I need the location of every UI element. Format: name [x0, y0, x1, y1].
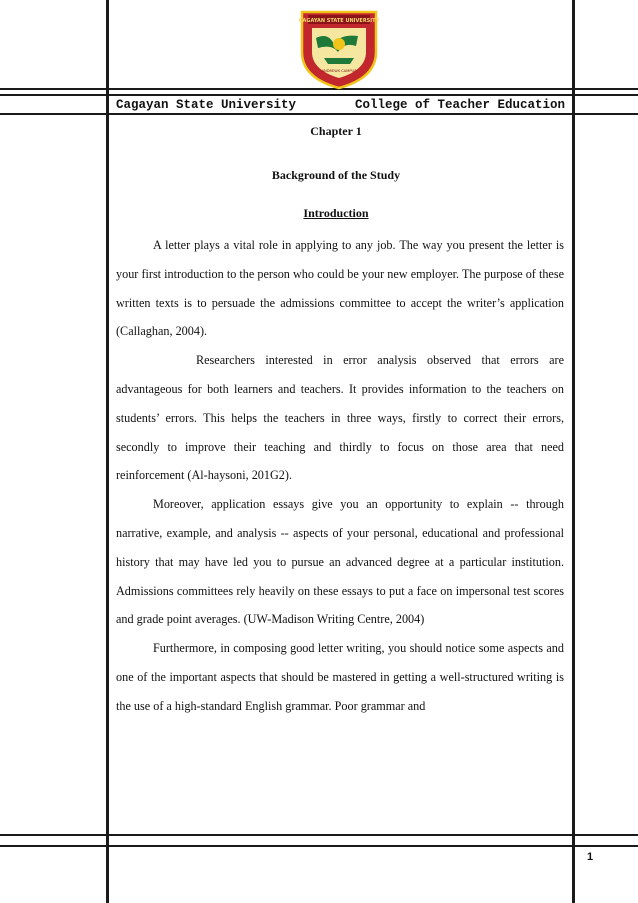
university-seal-logo: [298, 6, 380, 90]
header-rule-bottom: [0, 113, 638, 115]
chapter-number: Chapter 1: [310, 124, 362, 138]
paragraph: Researchers interested in error analysis observed that errors are advantageous for both learners and teachers. It provides information to the teachers on students’ errors. This helps the teachers in three ways, firstly to correct their errors, secondly to improve their teaching and thirdly to focus on those area that need reinforcement (Al-haysoni, 201G2).: [116, 353, 564, 483]
footer-rule-bottom: [0, 845, 638, 847]
paragraph: Moreover, application essays give you an opportunity to explain -- through narrative, example, and analysis -- aspects of your personal, educational and professional history that may have led you to pursue an advanced degree at a particular institution. Admissions committees rely heavily on these essays to put a face on impersonal test scores and grade point averages. (UW-Madison Writing Centre, 2004): [116, 497, 564, 627]
paragraph: Furthermore, in composing good letter writing, you should notice some aspects and one of the important aspects that should be mastered in getting a well-structured writing is the use of a high-standard English grammar. Poor grammar and: [116, 641, 564, 713]
body-text: [116, 231, 564, 721]
chapter-title: Background of the Study: [271, 168, 401, 182]
seal-top-text: CAGAYAN STATE UNIVERSITY: [298, 18, 380, 24]
right-margin-line: [572, 0, 575, 903]
seal-bottom-text: ANDREWS CAMPUS: [321, 69, 357, 73]
header-university: Cagayan State University: [116, 98, 297, 112]
left-margin-line: [106, 0, 109, 903]
section-heading: Introduction: [303, 206, 369, 220]
page-number: 1: [587, 851, 594, 863]
footer-rule-top: [0, 834, 638, 836]
header-college: College of Teacher Education: [355, 98, 566, 112]
paragraph: A letter plays a vital role in applying to any job. The way you present the letter is your first introduction to the person who could be your new employer. The purpose of these written texts is to persuade the admissions committee to accept the writer’s application (Callaghan, 2004).: [116, 238, 564, 339]
header-rule-middle: [0, 94, 638, 96]
